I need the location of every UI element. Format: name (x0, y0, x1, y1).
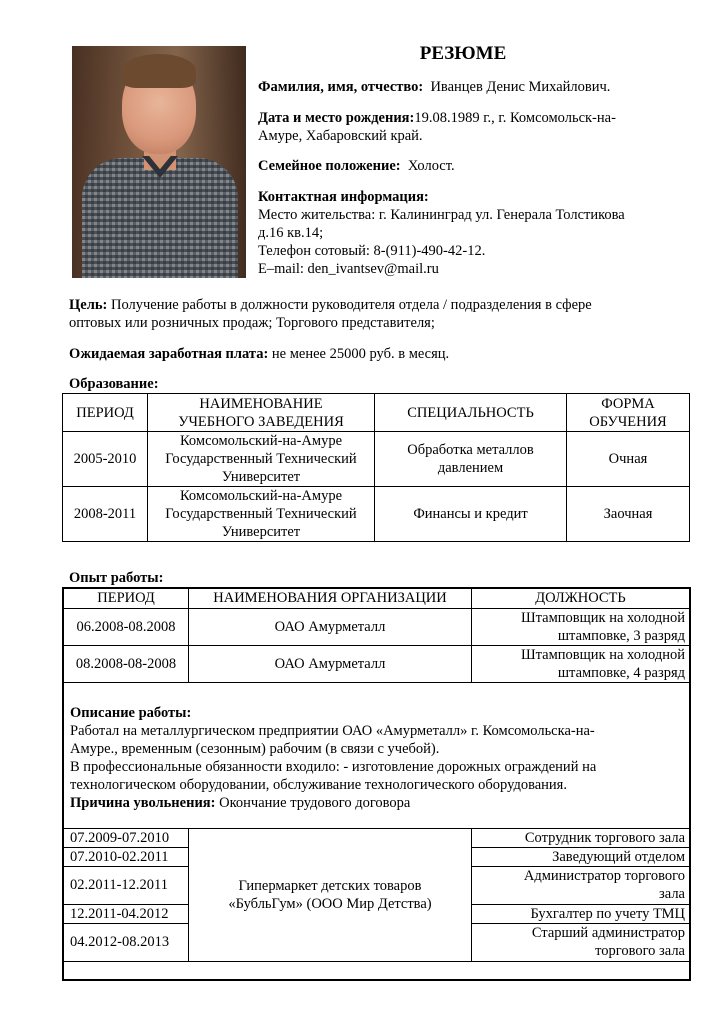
work-org-2 (189, 828, 472, 961)
description-line: В профессиональные обязанности входило: - изготовление дорожных ограждений на (70, 759, 597, 775)
address-line-1: Место жительства: г. Калининград ул. Генерала Толстикова (258, 207, 625, 223)
work-position (472, 866, 691, 904)
work-position (472, 923, 691, 961)
profile-photo (72, 46, 246, 278)
work-position-line: Штамповщик на холодной (521, 646, 685, 663)
work-header-position: ДОЛЖНОСТЬ (472, 588, 691, 608)
work-position: Заведующий отделом (472, 847, 691, 866)
edu-inst-line: Государственный Технический (165, 506, 357, 522)
edu-header-institution-1: НАИМЕНОВАНИЕ (199, 395, 323, 412)
edu-inst-line: Комсомольский-на-Амуре (179, 433, 343, 449)
work-position (472, 645, 691, 682)
edu-period: 2005-2010 (63, 432, 148, 487)
work-heading-text: Опыт работы: (69, 570, 164, 586)
birth-value-2: Амуре, Хабаровский край. (258, 128, 423, 144)
email-line: E–mail: den_ivantsev@mail.ru (258, 261, 439, 277)
work-position-line: зала (659, 886, 685, 902)
edu-header-form-2: ОБУЧЕНИЯ (589, 413, 667, 430)
photo-hair (122, 54, 196, 88)
work-org: ОАО Амурметалл (189, 608, 472, 645)
edu-header-specialty: СПЕЦИАЛЬНОСТЬ (375, 394, 567, 432)
work-header-row (63, 588, 690, 608)
birth-block (258, 109, 678, 145)
edu-institution (148, 432, 375, 487)
edu-specialty: Финансы и кредит (375, 487, 567, 542)
birth-label: Дата и место рождения: (258, 110, 415, 126)
education-heading-text: Образование: (69, 376, 159, 392)
work-position: Сотрудник торгового зала (472, 828, 691, 847)
contact-label: Контактная информация: (258, 189, 429, 205)
salary-line (69, 345, 689, 363)
reason-label: Причина увольнения: (70, 795, 216, 811)
work-position-line: Штамповщик на холодной (521, 609, 685, 626)
edu-header-institution (148, 394, 375, 432)
work-position-line: Администратор торгового (523, 868, 685, 884)
edu-inst-line: Университет (221, 469, 301, 485)
goal-label: Цель: (69, 297, 108, 313)
salary-value: не менее 25000 руб. в месяц. (271, 346, 450, 362)
family-value: Холост. (407, 158, 455, 174)
contact-block (258, 188, 678, 278)
table-row (63, 487, 690, 542)
work-position (472, 608, 691, 645)
table-row (63, 645, 690, 682)
phone-line: Телефон сотовый: 8-(911)-490-42-12. (258, 243, 486, 259)
edu-inst-line: Комсомольский-на-Амуре (179, 488, 343, 504)
work-header-org: НАИМЕНОВАНИЯ ОРГАНИЗАЦИИ (189, 588, 472, 608)
table-row (63, 828, 690, 847)
description-line: технологическом оборудовании, обслуживание технологического оборудования. (70, 777, 567, 793)
edu-form: Заочная (567, 487, 690, 542)
description-line: Амуре., временным (сезонным) рабочим (в связи с учебой). (70, 741, 440, 757)
description-line: Работал на металлургическом предприятии ОАО «Амурметалл» г. Комсомольска-на- (70, 723, 595, 739)
reason-value: Окончание трудового договора (219, 795, 411, 811)
edu-specialty (375, 432, 567, 487)
edu-header-form-1: ФОРМА (601, 395, 655, 412)
work-period: 07.2010-02.2011 (63, 847, 189, 866)
work-position-line: Старший администратор (531, 925, 685, 941)
work-header-period: ПЕРИОД (63, 588, 189, 608)
edu-header-institution-2: УЧЕБНОГО ЗАВЕДЕНИЯ (178, 413, 344, 430)
edu-institution (148, 487, 375, 542)
work-period: 06.2008-08.2008 (63, 608, 189, 645)
edu-form: Очная (567, 432, 690, 487)
edu-spec-line: Обработка металлов (407, 442, 534, 458)
goal-text-2: оптовых или розничных продаж; Торгового представителя; (69, 315, 435, 331)
work-position-line: штамповке, 4 разряд (557, 664, 685, 681)
work-description-row (63, 682, 690, 828)
table-row (63, 432, 690, 487)
fio-value: Иванцев Денис Михайлович. (430, 79, 611, 95)
work-period: 02.2011-12.2011 (63, 866, 189, 904)
family-label: Семейное положение: (258, 158, 401, 174)
edu-inst-line: Государственный Технический (165, 451, 357, 467)
edu-spec-line: давлением (437, 460, 504, 476)
table-row-empty (63, 961, 690, 980)
table-row (63, 608, 690, 645)
work-period: 04.2012-08.2013 (63, 923, 189, 961)
empty-cell (63, 961, 690, 980)
work-period: 07.2009-07.2010 (63, 828, 189, 847)
birth-value-1: 19.08.1989 г., г. Комсомольск-на- (414, 110, 616, 126)
description-label: Описание работы: (70, 705, 192, 721)
work-period: 08.2008-08-2008 (63, 645, 189, 682)
edu-header-period: ПЕРИОД (63, 394, 148, 432)
work-org: ОАО Амурметалл (189, 645, 472, 682)
work-position-line: торгового зала (595, 943, 685, 959)
goal-text-1: Получение работы в должности руководителя отдела / подразделения в сфере (110, 297, 592, 313)
family-line (258, 157, 455, 175)
work-position: Бухгалтер по учету ТМЦ (472, 904, 691, 923)
education-table (62, 393, 690, 542)
edu-header-form (567, 394, 690, 432)
education-heading (69, 375, 689, 393)
work-table (62, 587, 691, 981)
work-org-2-line-2: «БубльГум» (ООО Мир Детства) (228, 895, 432, 912)
work-period: 12.2011-04.2012 (63, 904, 189, 923)
work-description (63, 682, 690, 828)
education-header-row (63, 394, 690, 432)
edu-period: 2008-2011 (63, 487, 148, 542)
fio-label: Фамилия, имя, отчество: (258, 79, 424, 95)
edu-inst-line: Университет (221, 524, 301, 540)
goal-block (69, 296, 689, 332)
fio-line (258, 78, 610, 96)
address-line-2: д.16 кв.14; (258, 225, 324, 241)
work-org-2-line-1: Гипермаркет детских товаров (238, 877, 422, 894)
resume-title: РЕЗЮМЕ (419, 43, 507, 64)
work-position-line: штамповке, 3 разряд (557, 627, 685, 644)
work-heading (69, 569, 689, 587)
salary-label: Ожидаемая заработная плата: (69, 346, 269, 362)
